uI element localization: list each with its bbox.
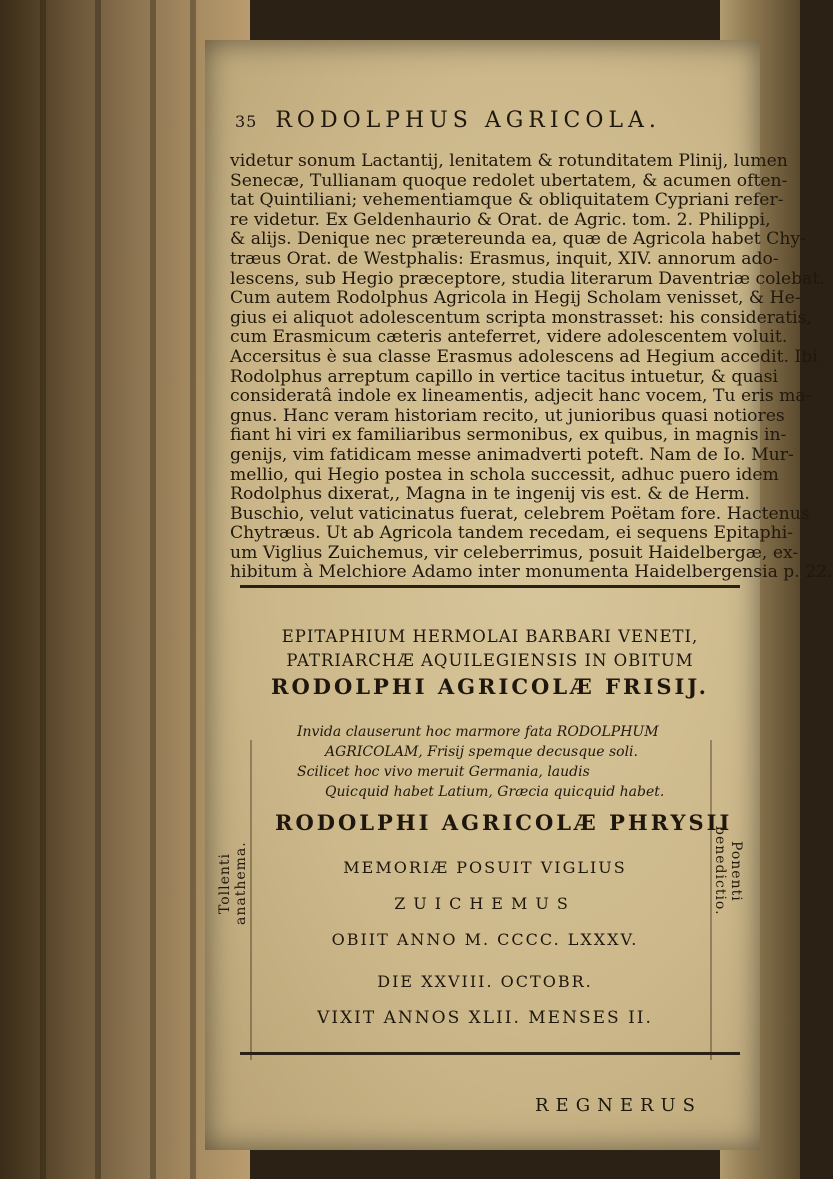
verse-line: AGRICOLAM, Frisij spemque decusque soli. [325, 744, 638, 760]
inscription-line: DIE XXVIII. OCTOBR. [377, 972, 593, 991]
bottom-rule [240, 1052, 740, 1055]
text-line: Chytræus. Ut ab Agricola tandem recedam, ei sequens Epitaphi- [230, 523, 794, 544]
text-line: videtur sonum Lactantij, lenitatem & rotunditatem Plinij, lumen [230, 151, 788, 171]
frame-left [250, 740, 252, 1060]
text-line: Accersitus è sua classe Erasmus adolescens ad Hegium accedit. Ibi [230, 346, 818, 367]
text-line: Cum autem Rodolphus Agricola in Hegij Scholam venisset, & He- [230, 288, 801, 309]
inscription-line: VIXIT ANNOS XLII. MENSES II. [317, 1008, 653, 1028]
verse-line: Invida clauserunt hoc marmore fata RODOLPHUM [297, 724, 659, 740]
side-inscription-left: Tollenti anathema. [217, 841, 249, 925]
text-line: gius ei aliquot adolescentum scripta monstrasset: his consideratis, [230, 307, 812, 328]
top-rule [240, 585, 740, 588]
epitaph-title-line3: RODOLPHI AGRICOLÆ FRISIJ. [271, 674, 709, 699]
epitaph-title-line1: EPITAPHIUM HERMOLAI BARBARI VENETI, [281, 627, 699, 646]
running-title: RODOLPHUS AGRICOLA. [275, 108, 661, 133]
verse-line: Scilicet hoc vivo meruit Germania, laudis [297, 764, 590, 780]
text-line: hibitum à Melchiore Adamo inter monumenta Haidelbergensia p. 22. [230, 562, 833, 583]
text-line: lescens, sub Hegio præceptore, studia literarum Daventriæ colebat. [230, 268, 825, 289]
inscription-line: OBIIT ANNO M. CCCC. LXXXV. [331, 930, 639, 949]
text-line: træus Orat. de Westphalis: Erasmus, inquit, XIV. annorum ado- [230, 248, 779, 269]
text-line: cum Erasmicum cæteris anteferret, videre adolescentem voluit. [230, 327, 788, 348]
book-page [205, 40, 833, 1150]
inscription-line: ZUICHEMUS [394, 894, 576, 913]
text-line: consideratâ indole ex lineamentis, adjecit hanc vocem, Tu eris ma- [230, 386, 812, 407]
text-line: tat Quintiliani; vehementiamque & obliquitatem Cypriani refer- [230, 190, 784, 211]
text-line: Senecæ, Tullianam quoque redolet ubertatem, & acumen often- [230, 170, 788, 191]
text-line: genijs, vim fatidicam messe animadverti poteft. Nam de Io. Mur- [230, 444, 794, 465]
text-line: um Viglius Zuichemus, vir celeberrimus, posuit Haidelbergæ, ex- [230, 542, 799, 563]
text-line: Rodolphus dixerat,, Magna in te ingenij vis est. & de Herm. [230, 484, 750, 505]
catchword: REGNERUS [535, 1095, 703, 1116]
text-line: mellio, qui Hegio postea in schola successit, adhuc puero idem [230, 464, 779, 485]
text-line: fiant hi viri ex familiaribus sermonibus, ex quibus, in magnis in- [230, 425, 787, 446]
text-line: gnus. Hanc veram historiam recito, ut junioribus quasi notiores [230, 405, 785, 426]
body-text [230, 151, 833, 583]
epitaph-title-line2: PATRIARCHÆ AQUILEGIENSIS IN OBITUM [286, 651, 694, 670]
text-line: Buschio, velut vaticinatus fuerat, celebrem Poëtam fore. Hactenus [230, 503, 810, 524]
verse-line: Quicquid habet Latium, Græcia quicquid habet. [325, 784, 665, 800]
inscription-line: RODOLPHI AGRICOLÆ PHRYSII [275, 810, 733, 835]
page-number: 35 [235, 112, 258, 131]
side-inscription-right: Ponenti benedictio. [712, 826, 744, 916]
running-header [235, 108, 755, 133]
inscription-line: MEMORIÆ POSUIT VIGLIUS [343, 858, 627, 877]
text-line: & alijs. Denique nec prætereunda ea, quæ de Agricola habet Chy- [230, 229, 806, 250]
text-line: re videtur. Ex Geldenhaurio & Orat. de Agric. tom. 2. Philippi, [230, 209, 771, 230]
text-line: Rodolphus arreptum capillo in vertice tacitus intuetur, & quasi [230, 366, 779, 387]
